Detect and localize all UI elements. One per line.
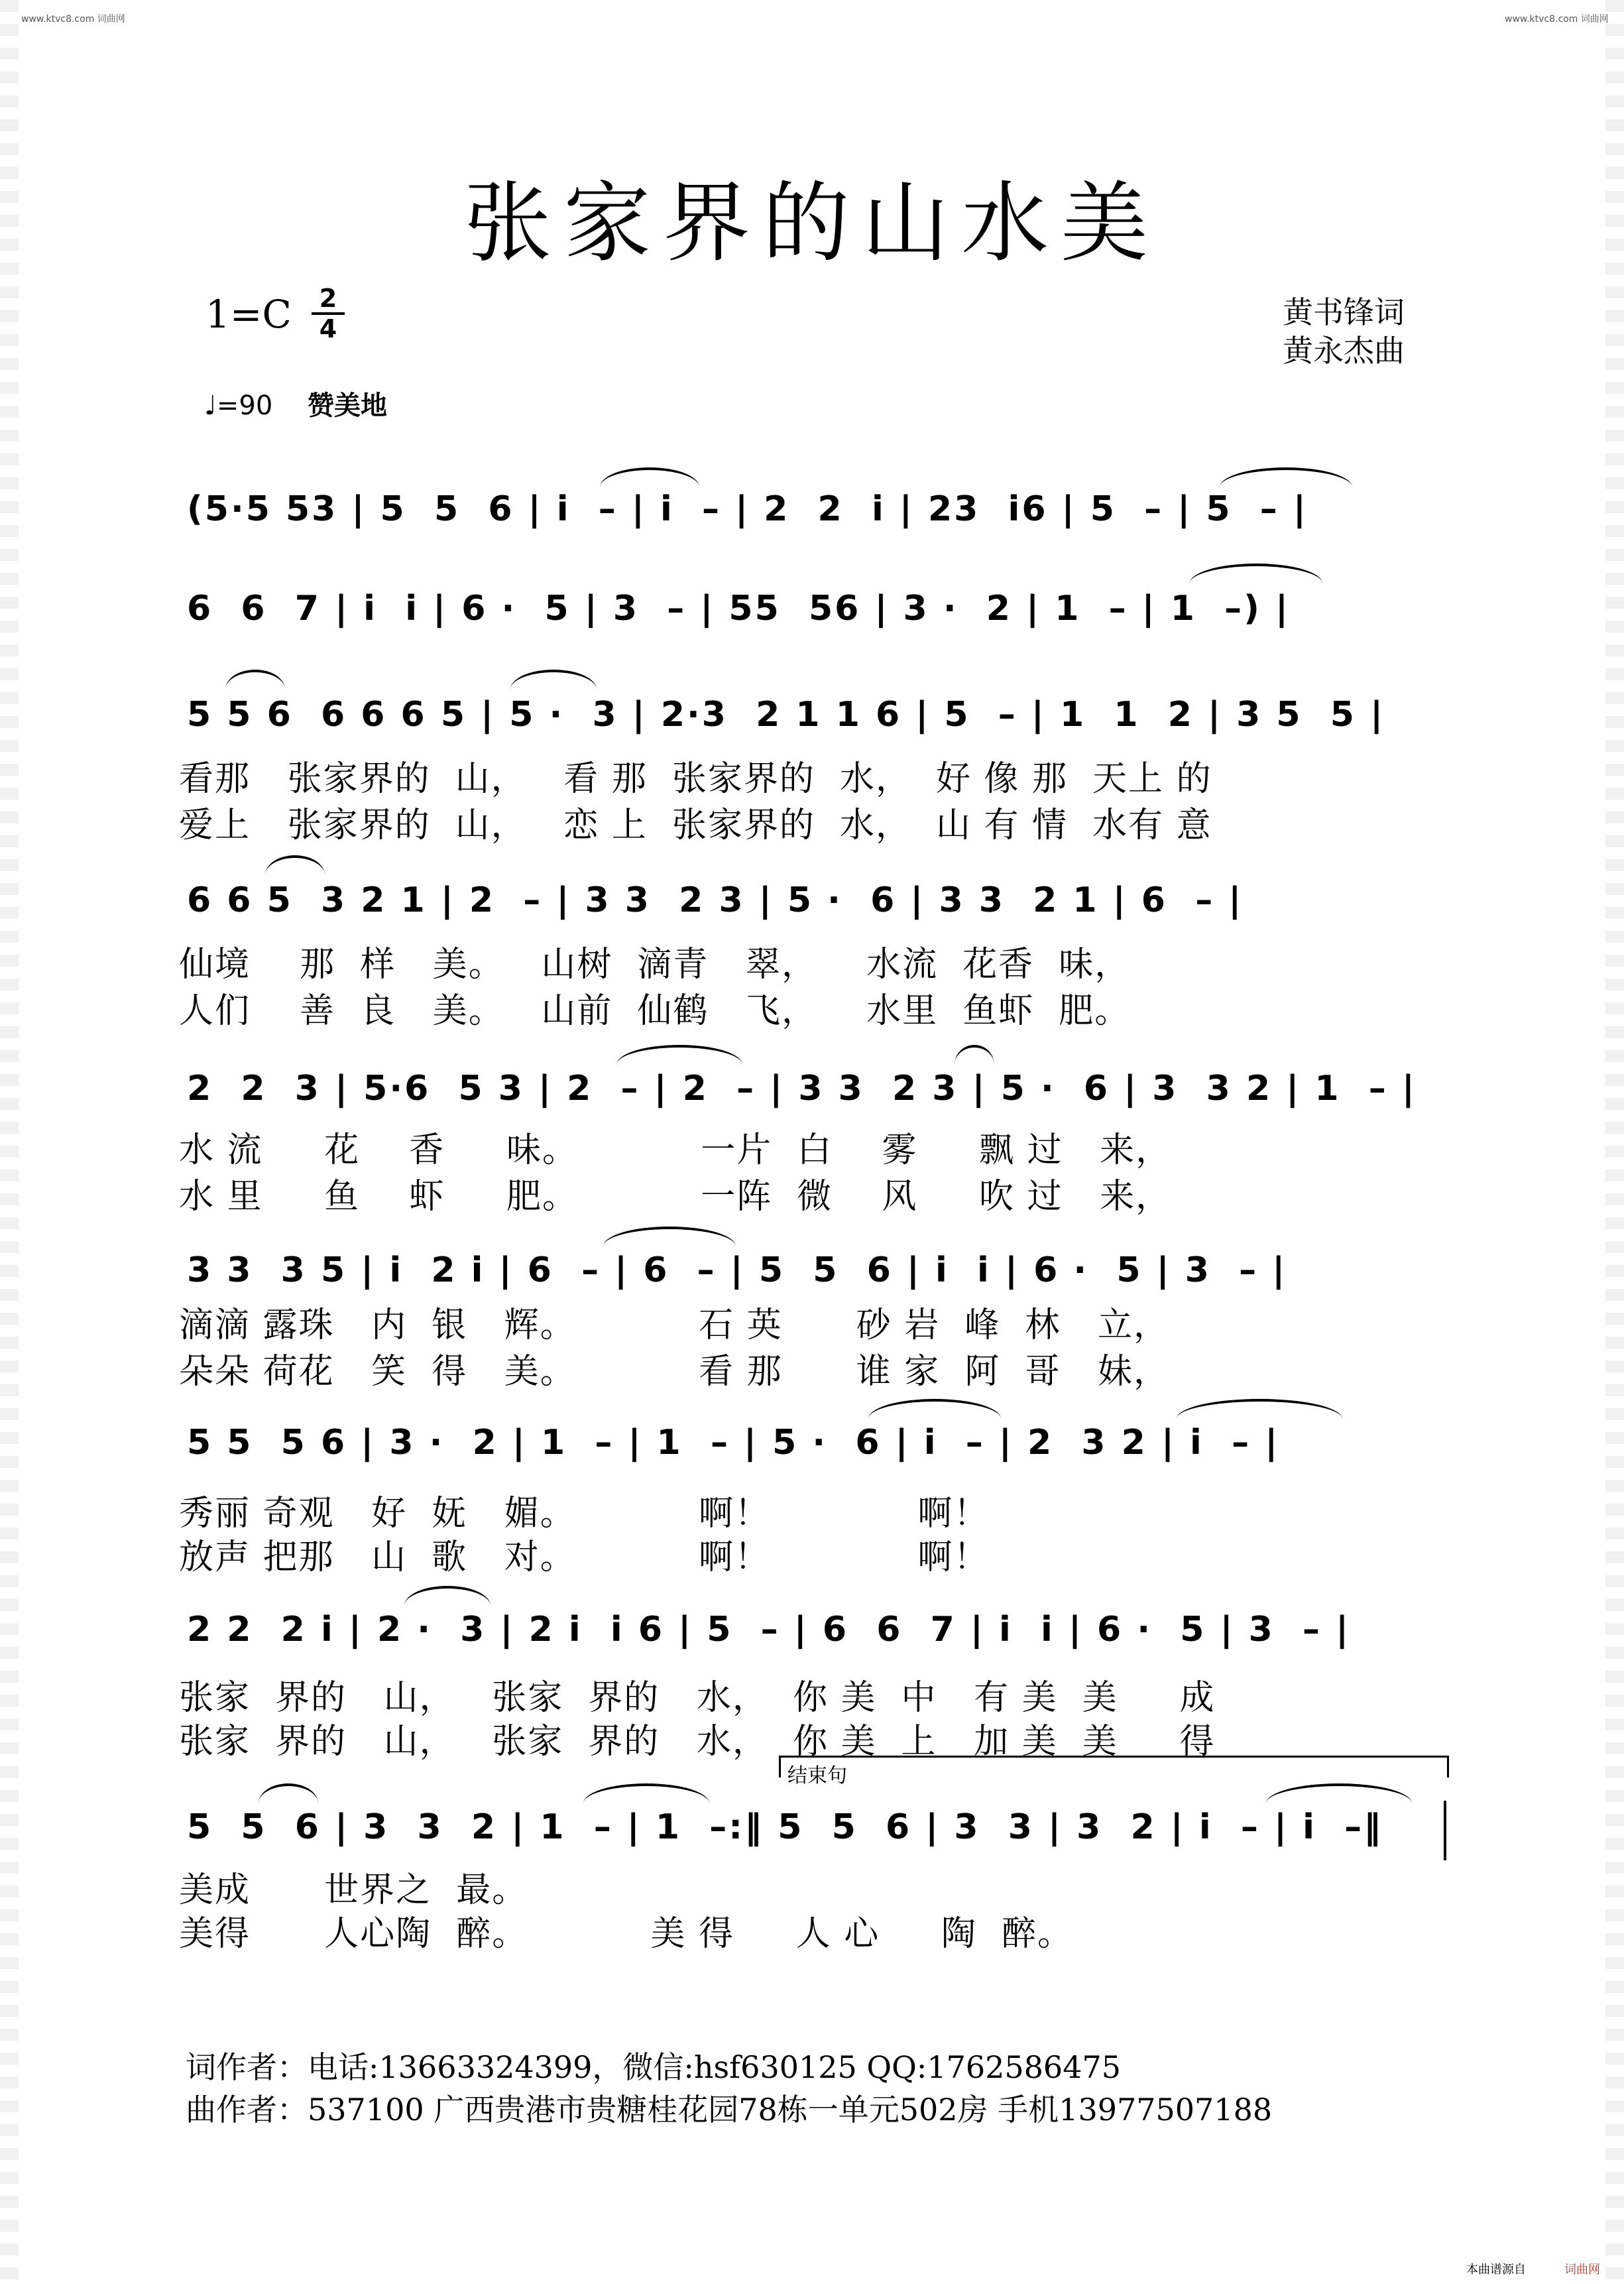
slur <box>1177 1399 1342 1419</box>
ending-bracket <box>779 1756 1449 1787</box>
lyricist: 黄书锋词 <box>1283 294 1405 330</box>
tempo-mark: ♩=90 <box>204 391 273 421</box>
tempo-marking <box>204 385 387 422</box>
slur <box>259 1783 318 1803</box>
composer-contact: 曲作者：537100 广西贵港市贵糖桂花园78栋一单元502房 手机13977507188 <box>186 2092 1273 2128</box>
score-row-8-lyric-1: 张家 界的 山， 张家 界的 水， 你 美 中 有 美 美 成 <box>179 1678 1216 1718</box>
score-row-7-notes: 5 5 5 6 | 3 · 2 | 1 – | 1 – | 5 · 6 | i – | 2 3 2 | i – | <box>187 1423 1280 1463</box>
score-row-8-lyric-2: 张家 界的 山， 张家 界的 水， 你 美 上 加 美 美 得 <box>179 1722 1216 1762</box>
ending-label: 结束句 <box>787 1764 847 1787</box>
score-row-5-lyric-2: 水 里 鱼 虾 肥。 一阵 微 风 吹 过 来， <box>179 1177 1172 1217</box>
score-row-1-notes: (5·5 53 | 5 5 6 | i – | i – | 2 2 i | 23 i6 | 5 – | 5 – | <box>187 489 1308 529</box>
score-row-5-lyric-1: 水 流 花 香 味。 一片 白 雾 飘 过 来， <box>179 1130 1172 1170</box>
expression-mark: 赞美地 <box>308 391 387 421</box>
left-margin-strip <box>0 0 19 2284</box>
slur <box>955 1045 994 1065</box>
score-row-2-notes: 6 6 7 | i i | 6 · 5 | 3 – | 55 56 | 3 · 2 | 1 – | 1 –) | <box>187 589 1291 629</box>
watermark-right: www.ktvc8.com 词曲网 <box>1505 14 1609 25</box>
score-row-6-lyric-1: 滴滴 露珠 内 银 辉。 石 英 砂 岩 峰 林 立， <box>179 1305 1169 1345</box>
slur <box>404 1586 491 1606</box>
slur <box>1266 1783 1412 1803</box>
slur <box>265 855 325 875</box>
score-row-3-lyric-1: 看那 张家界的 山， 看 那 张家界的 水， 好 像 那 天上 的 <box>179 759 1212 799</box>
final-barline <box>1444 1801 1446 1860</box>
score-row-5-notes: 2 2 3 | 5·6 5 3 | 2 – | 2 – | 3 3 2 3 | 5 · 6 | 3 3 2 | 1 – | <box>187 1069 1417 1109</box>
slur <box>225 670 285 690</box>
slur <box>603 1227 736 1246</box>
slur <box>510 670 597 690</box>
time-bottom: 4 <box>319 314 337 343</box>
time-top: 2 <box>319 284 337 313</box>
score-row-7-lyric-2: 放声 把那 山 歌 对。 啊！ 啊！ <box>179 1537 990 1577</box>
time-signature <box>312 285 345 342</box>
slur <box>600 467 699 487</box>
score-row-4-notes: 6 6 5 3 2 1 | 2 – | 3 3 2 3 | 5 · 6 | 3 3 2 1 | 6 – | <box>187 880 1244 920</box>
score-row-3-notes: 5 5 6 6 6 6 5 | 5 · 3 | 2·3 2 1 1 6 | 5 – | 1 1 2 | 3 5 5 | <box>187 695 1385 735</box>
score-row-6-lyric-2: 朵朵 荷花 笑 得 美。 看 那 谁 家 阿 哥 妹， <box>179 1352 1169 1392</box>
score-row-9-notes: 5 5 6 | 3 3 2 | 1 – | 1 –:‖ 5 5 6 | 3 3 | 3 2 | i – | i –‖ <box>187 1807 1383 1847</box>
watermark-left: www.ktvc8.com 词曲网 <box>21 14 125 25</box>
footer-source-label: 本曲谱源自 <box>1466 2263 1526 2277</box>
slur <box>583 1783 709 1803</box>
slur <box>868 1399 1001 1419</box>
slur <box>1220 467 1352 487</box>
slur <box>616 1045 742 1065</box>
score-row-8-notes: 2 2 2 i | 2 · 3 | 2 i i 6 | 5 – | 6 6 7 | i i | 6 · 5 | 3 – | <box>187 1610 1351 1650</box>
score-row-4-lyric-2: 人们 善 良 美。 山前 仙鹤 飞， 水里 鱼虾 肥。 <box>179 991 1131 1031</box>
footer-site-label[interactable]: 词曲网 <box>1564 2263 1600 2277</box>
composer: 黄永杰曲 <box>1283 333 1405 369</box>
credits <box>1283 293 1405 370</box>
score-row-7-lyric-1: 秀丽 奇观 好 妩 媚。 啊！ 啊！ <box>179 1494 990 1533</box>
lyricist-contact: 词作者：电话:13663324399，微信:hsf630125 QQ:1762586475 <box>186 2049 1121 2085</box>
right-margin-strip <box>1605 0 1624 2284</box>
score-row-6-notes: 3 3 3 5 | i 2 i | 6 – | 6 – | 5 5 6 | i i | 6 · 5 | 3 – | <box>187 1250 1287 1290</box>
key-signature: 1=C <box>205 292 292 337</box>
score-row-9-lyric-2: 美得 人心陶 醉。 美 得 人 心 陶 醉。 <box>179 1914 1073 1954</box>
score-row-3-lyric-2: 爱上 张家界的 山， 恋 上 张家界的 水， 山 有 情 水有 意 <box>179 806 1212 845</box>
score-row-4-lyric-1: 仙境 那 样 美。 山树 滴青 翠， 水流 花香 味， <box>179 945 1131 985</box>
score-row-9-lyric-1: 美成 世界之 最。 <box>179 1870 528 1910</box>
slur <box>1190 564 1322 583</box>
page-title: 张家界的山水美 <box>464 172 1160 274</box>
